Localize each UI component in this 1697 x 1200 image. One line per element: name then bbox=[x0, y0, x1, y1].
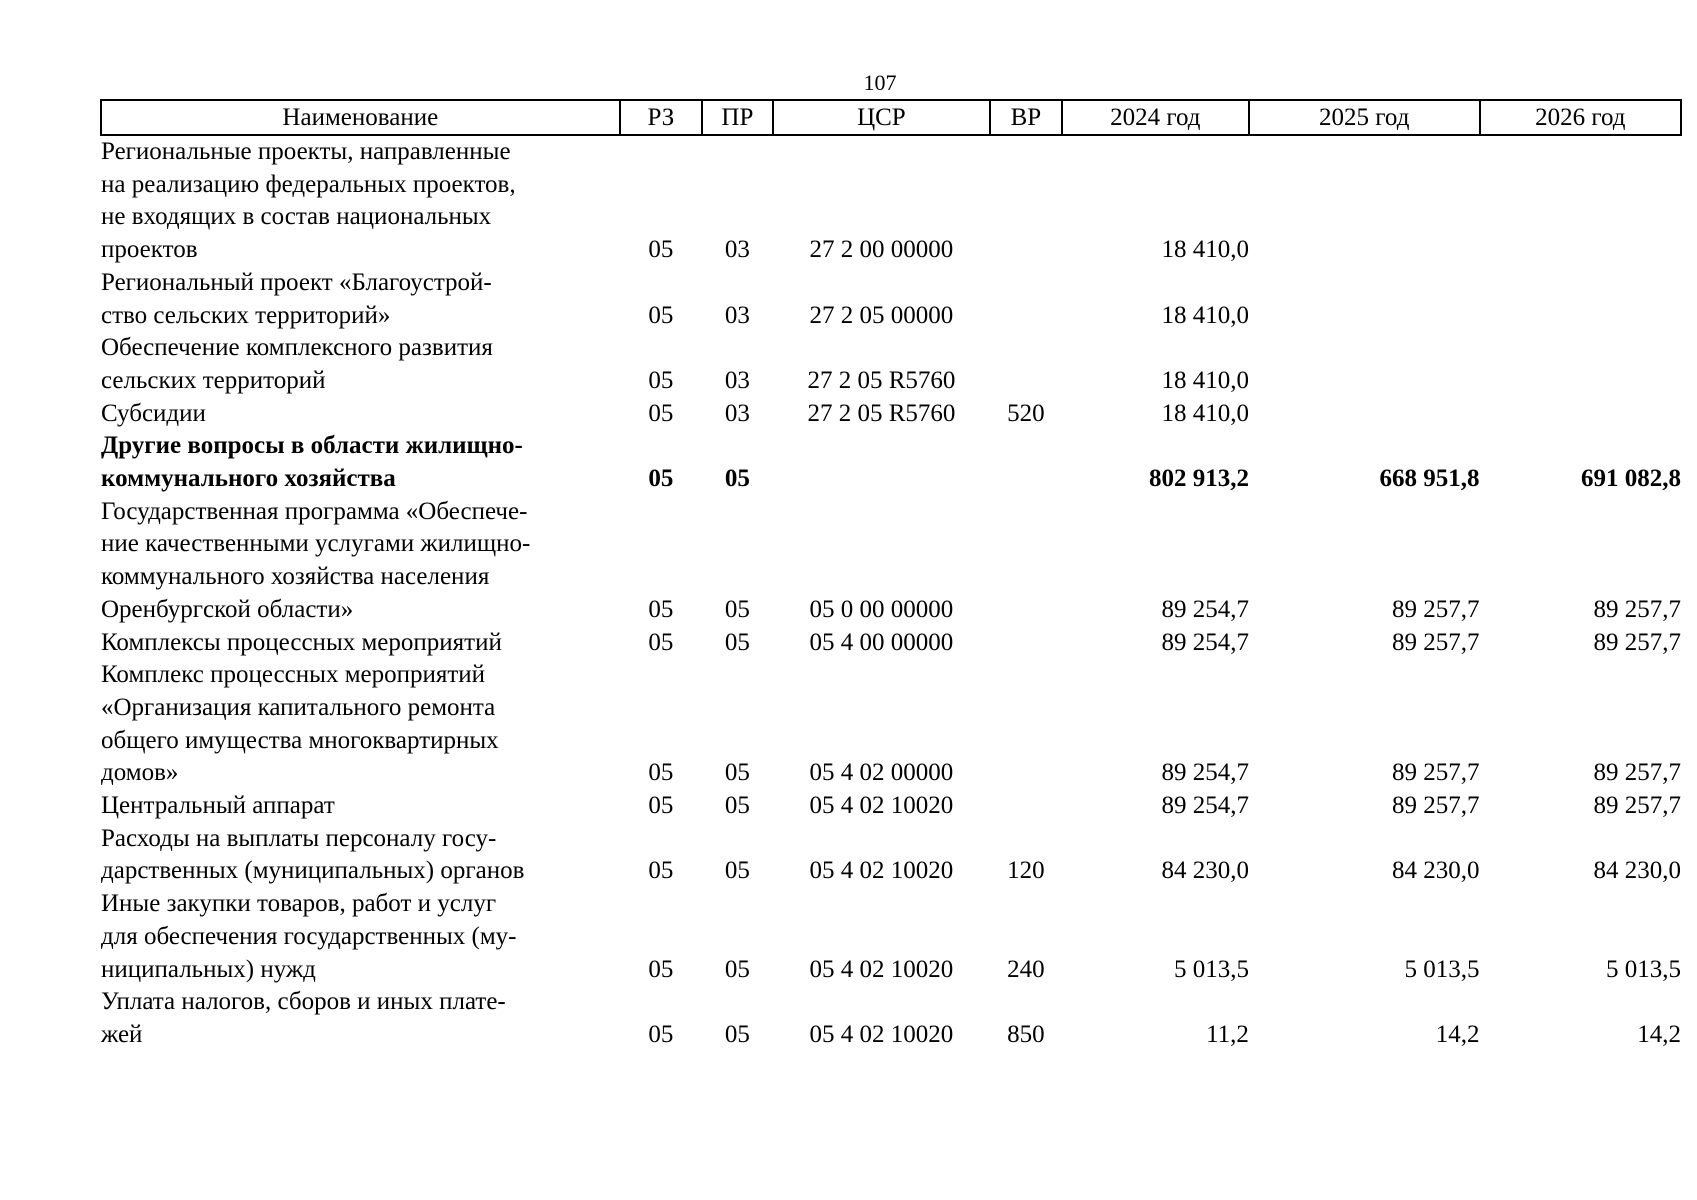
header-2025: 2025 год bbox=[1249, 100, 1480, 135]
cell-rz: 05 bbox=[648, 857, 674, 885]
cell-vr bbox=[990, 790, 1061, 823]
cell-pr: 05 bbox=[724, 465, 750, 493]
cell-vr: 240 bbox=[1007, 955, 1045, 983]
cell-vr: 520 bbox=[1007, 399, 1045, 427]
cell-2026 bbox=[1480, 398, 1681, 431]
cell-pr: 03 bbox=[724, 366, 750, 394]
cell-csr: 27 2 00 00000 bbox=[809, 236, 954, 264]
cell-name bbox=[101, 986, 620, 1051]
table-row bbox=[101, 135, 1681, 267]
cell-2025: 14,2 bbox=[1435, 1020, 1480, 1048]
name-line: Государственная программа «Обеспече- bbox=[101, 497, 528, 525]
name-line: ство сельских территорий» bbox=[101, 301, 391, 329]
cell-2024: 89 254,7 bbox=[1161, 759, 1249, 787]
cell-vr bbox=[990, 430, 1061, 495]
table-row bbox=[101, 888, 1681, 986]
header-csr: ЦСР bbox=[773, 100, 991, 135]
cell-rz: 05 bbox=[648, 366, 674, 394]
name-line: Региональный проект «Благоустрой- bbox=[101, 268, 492, 296]
cell-csr: 27 2 05 00000 bbox=[809, 301, 954, 329]
cell-rz: 05 bbox=[648, 628, 674, 656]
cell-rz: 05 bbox=[648, 955, 674, 983]
cell-name bbox=[101, 135, 620, 267]
header-2026: 2026 год bbox=[1480, 100, 1681, 135]
cell-vr: 850 bbox=[1007, 1020, 1045, 1048]
header-vr: ВР bbox=[990, 100, 1061, 135]
name-line: Иные закупки товаров, работ и услуг bbox=[101, 890, 497, 918]
cell-2024: 802 913,2 bbox=[1148, 465, 1249, 493]
cell-2026: 89 257,7 bbox=[1593, 792, 1681, 820]
cell-2025: 668 951,8 bbox=[1379, 465, 1480, 493]
table-body bbox=[101, 135, 1681, 1052]
name-line: общего имущества многоквартирных bbox=[101, 726, 499, 754]
cell-csr: 27 2 05 R5760 bbox=[807, 399, 956, 427]
cell-rz: 05 bbox=[648, 301, 674, 329]
name-line: для обеспечения государственных (му- bbox=[101, 922, 517, 950]
name-line: не входящих в состав национальных bbox=[101, 203, 492, 231]
cell-pr: 05 bbox=[724, 595, 750, 623]
name-line: коммунального хозяйства bbox=[101, 465, 396, 493]
cell-2025: 89 257,7 bbox=[1392, 628, 1480, 656]
table-row bbox=[101, 398, 1681, 431]
name-line: домов» bbox=[101, 759, 179, 787]
name-line: Комплекс процессных мероприятий bbox=[101, 661, 486, 689]
budget-table bbox=[100, 99, 1682, 1052]
table-row bbox=[101, 627, 1681, 660]
cell-2025 bbox=[1249, 135, 1480, 267]
cell-2024: 18 410,0 bbox=[1161, 301, 1249, 329]
name-line: ние качественными услугами жилищно- bbox=[101, 530, 531, 558]
name-line: Субсидии bbox=[101, 399, 206, 427]
name-line: Центральный аппарат bbox=[101, 792, 335, 820]
cell-2025: 5 013,5 bbox=[1404, 955, 1480, 983]
name-line: проектов bbox=[101, 236, 198, 264]
cell-pr: 03 bbox=[724, 399, 750, 427]
cell-2024: 18 410,0 bbox=[1161, 236, 1249, 264]
name-line: Уплата налогов, сборов и иных плате- bbox=[101, 988, 506, 1016]
cell-pr: 05 bbox=[724, 1020, 750, 1048]
cell-name bbox=[101, 823, 620, 888]
cell-name bbox=[101, 888, 620, 986]
cell-pr: 03 bbox=[724, 301, 750, 329]
cell-2024: 89 254,7 bbox=[1161, 792, 1249, 820]
cell-rz: 05 bbox=[648, 759, 674, 787]
cell-2024: 84 230,0 bbox=[1161, 857, 1249, 885]
cell-pr: 05 bbox=[724, 759, 750, 787]
name-line: Обеспечение комплексного развития bbox=[101, 334, 493, 362]
cell-name bbox=[101, 659, 620, 790]
cell-csr: 05 4 02 10020 bbox=[809, 955, 954, 983]
cell-vr bbox=[990, 627, 1061, 660]
cell-2024: 18 410,0 bbox=[1161, 366, 1249, 394]
cell-2026: 89 257,7 bbox=[1593, 595, 1681, 623]
header-2024: 2024 год bbox=[1062, 100, 1249, 135]
table-row bbox=[101, 659, 1681, 790]
cell-csr: 05 4 00 00000 bbox=[809, 628, 954, 656]
cell-name bbox=[101, 398, 620, 431]
cell-vr bbox=[990, 332, 1061, 397]
name-line: Другие вопросы в области жилищно- bbox=[101, 432, 523, 460]
cell-2024: 11,2 bbox=[1206, 1020, 1249, 1048]
cell-2024: 89 254,7 bbox=[1161, 628, 1249, 656]
name-line: Комплексы процессных мероприятий bbox=[101, 628, 502, 656]
cell-vr bbox=[990, 659, 1061, 790]
cell-vr bbox=[990, 496, 1061, 627]
name-line: Оренбургской области» bbox=[101, 595, 354, 623]
table-row bbox=[101, 986, 1681, 1051]
cell-name bbox=[101, 267, 620, 332]
table-row bbox=[101, 332, 1681, 397]
cell-vr bbox=[990, 267, 1061, 332]
cell-2026: 14,2 bbox=[1637, 1020, 1681, 1048]
cell-2025 bbox=[1249, 267, 1480, 332]
cell-name bbox=[101, 332, 620, 397]
cell-rz: 05 bbox=[648, 1020, 674, 1048]
cell-pr: 05 bbox=[724, 792, 750, 820]
cell-2025: 89 257,7 bbox=[1392, 595, 1480, 623]
cell-rz: 05 bbox=[648, 595, 674, 623]
page-number: 107 bbox=[863, 70, 897, 95]
cell-2025 bbox=[1249, 398, 1480, 431]
cell-csr: 05 4 02 00000 bbox=[809, 759, 954, 787]
cell-name bbox=[101, 430, 620, 495]
cell-2025: 89 257,7 bbox=[1392, 792, 1480, 820]
header-rz: РЗ bbox=[620, 100, 703, 135]
cell-2024: 5 013,5 bbox=[1173, 955, 1249, 983]
cell-2026: 691 082,8 bbox=[1581, 465, 1681, 493]
cell-name bbox=[101, 627, 620, 660]
cell-rz: 05 bbox=[648, 399, 674, 427]
cell-csr: 27 2 05 R5760 bbox=[807, 366, 956, 394]
cell-csr: 05 0 00 00000 bbox=[809, 595, 954, 623]
cell-2025: 89 257,7 bbox=[1392, 759, 1480, 787]
cell-name bbox=[101, 790, 620, 823]
table-row bbox=[101, 790, 1681, 823]
cell-rz: 05 bbox=[648, 236, 674, 264]
cell-2026: 89 257,7 bbox=[1593, 628, 1681, 656]
cell-pr: 05 bbox=[724, 628, 750, 656]
header-name: Наименование bbox=[101, 100, 620, 135]
cell-csr: 05 4 02 10020 bbox=[809, 857, 954, 885]
cell-2026: 84 230,0 bbox=[1593, 857, 1681, 885]
name-line: «Организация капитального ремонта bbox=[101, 693, 496, 721]
name-line: ниципальных) нужд bbox=[101, 955, 316, 983]
cell-2025: 84 230,0 bbox=[1392, 857, 1480, 885]
name-line: на реализацию федеральных проектов, bbox=[101, 170, 516, 198]
table-row bbox=[101, 496, 1681, 627]
name-line: сельских территорий bbox=[101, 366, 326, 394]
name-line: коммунального хозяйства населения bbox=[101, 563, 490, 591]
cell-rz: 05 bbox=[648, 465, 674, 493]
cell-pr: 05 bbox=[724, 955, 750, 983]
cell-2024: 89 254,7 bbox=[1161, 595, 1249, 623]
name-line: дарственных (муниципальных) органов bbox=[101, 857, 525, 885]
cell-2026 bbox=[1480, 267, 1681, 332]
table-row bbox=[101, 267, 1681, 332]
name-line: Расходы на выплаты персоналу госу- bbox=[101, 824, 497, 852]
cell-csr: 05 4 02 10020 bbox=[809, 792, 954, 820]
cell-2026: 5 013,5 bbox=[1606, 955, 1681, 983]
cell-vr: 120 bbox=[1007, 857, 1045, 885]
cell-csr: 05 4 02 10020 bbox=[809, 1020, 954, 1048]
name-line: Региональные проекты, направленные bbox=[101, 138, 511, 165]
cell-pr: 03 bbox=[724, 236, 750, 264]
cell-name bbox=[101, 496, 620, 627]
cell-rz: 05 bbox=[648, 792, 674, 820]
table-row bbox=[101, 430, 1681, 495]
cell-2025 bbox=[1249, 332, 1480, 397]
cell-2026: 89 257,7 bbox=[1593, 759, 1681, 787]
table-header-row bbox=[101, 100, 1681, 135]
cell-csr bbox=[773, 430, 991, 495]
cell-2026 bbox=[1480, 332, 1681, 397]
cell-pr: 05 bbox=[724, 857, 750, 885]
table-row bbox=[101, 823, 1681, 888]
name-line: жей bbox=[101, 1020, 143, 1048]
cell-vr bbox=[990, 135, 1061, 267]
cell-2026 bbox=[1480, 135, 1681, 267]
header-pr: ПР bbox=[702, 100, 772, 135]
cell-2024: 18 410,0 bbox=[1161, 399, 1249, 427]
